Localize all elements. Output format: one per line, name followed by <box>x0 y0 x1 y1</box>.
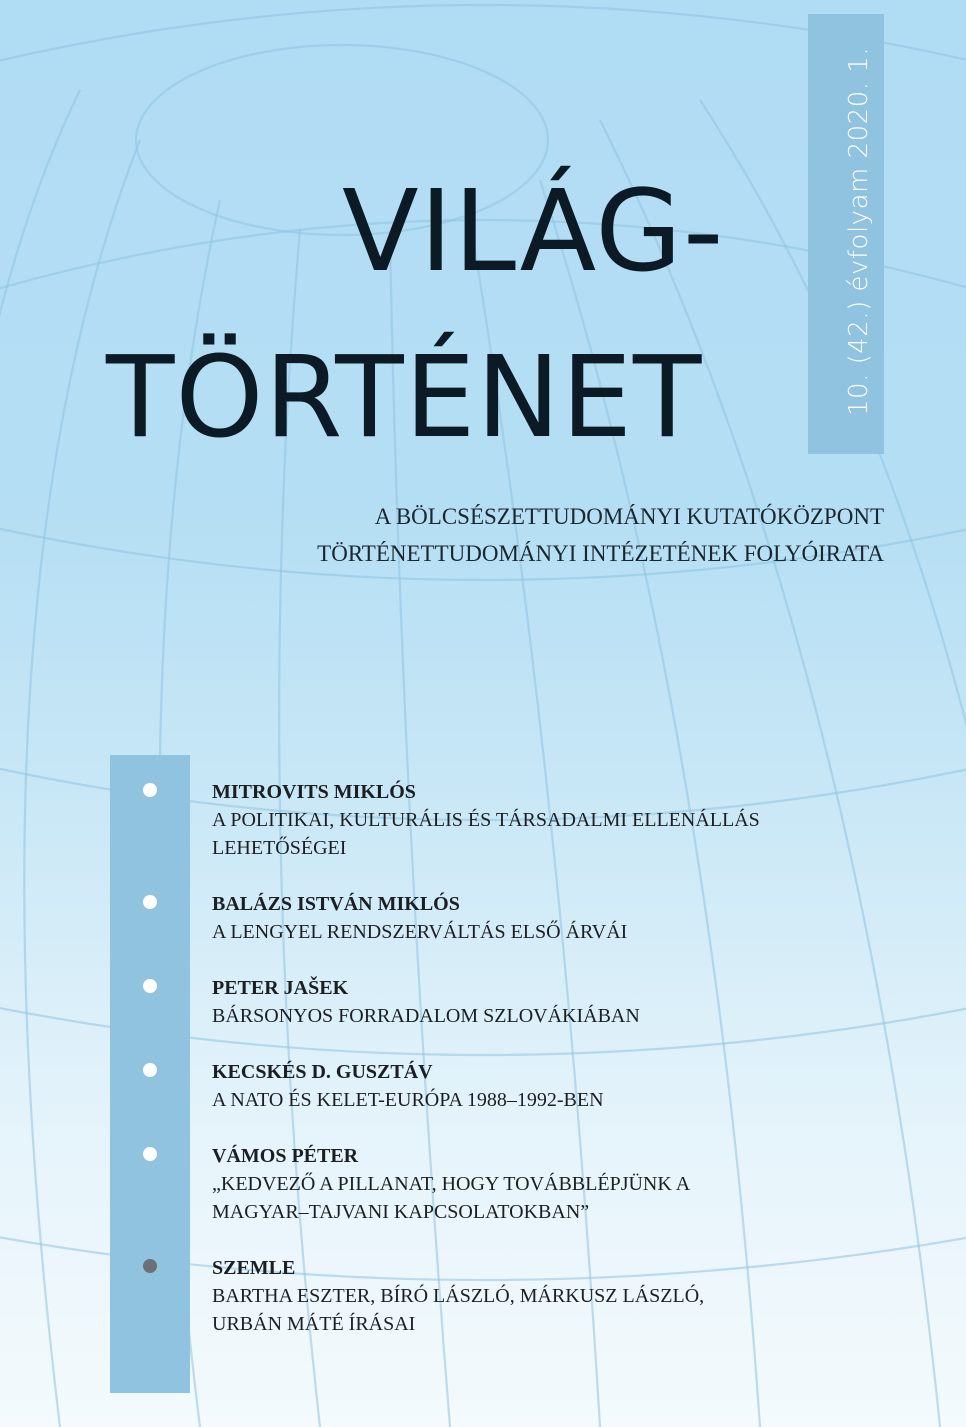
toc-author: KECSKÉS D. GUSZTÁV <box>212 1061 433 1083</box>
journal-title-line-1: VILÁG- <box>342 167 725 297</box>
toc-title-line: BARTHA ESZTER, BÍRÓ LÁSZLÓ, MÁRKUSZ LÁSZLÓ, <box>212 1285 705 1307</box>
toc-title-line: „KEDVEZŐ A PILLANAT, HOGY TOVÁBBLÉPJÜNK A <box>212 1173 691 1195</box>
toc-title-line: A LENGYEL RENDSZERVÁLTÁS ELSŐ ÁRVÁI <box>212 921 628 943</box>
toc-author: MITROVITS MIKLÓS <box>212 781 416 803</box>
toc-title-line: LEHETŐSÉGEI <box>212 837 347 859</box>
toc-title-line: MAGYAR–TAJVANI KAPCSOLATOKBAN” <box>212 1201 590 1223</box>
toc-entry <box>212 1254 772 1338</box>
toc-bullet <box>143 1063 157 1077</box>
issue-info: 10. (42.) évfolyam 2020. 1. <box>844 46 874 416</box>
toc-entry <box>212 890 772 946</box>
toc-entry <box>212 974 772 1030</box>
publisher-line-2: TÖRTÉNETTUDOMÁNYI INTÉZETÉNEK FOLYÓIRATA <box>317 541 884 566</box>
toc-bullet <box>143 783 157 797</box>
toc-bullet <box>143 1259 157 1273</box>
journal-title-line-2: TÖRTÉNET <box>106 333 703 463</box>
toc-title-line: URBÁN MÁTÉ ÍRÁSAI <box>212 1313 416 1335</box>
toc-title-line: A POLITIKAI, KULTURÁLIS ÉS TÁRSADALMI ELLENÁLLÁS <box>212 809 760 831</box>
publisher-line-1: A BÖLCSÉSZETTUDOMÁNYI KUTATÓKÖZPONT <box>374 504 884 529</box>
toc-author: VÁMOS PÉTER <box>212 1145 359 1167</box>
toc-entry <box>212 1142 772 1226</box>
toc-entry <box>212 778 772 862</box>
toc-author: PETER JAŠEK <box>212 977 349 999</box>
toc-bullet <box>143 979 157 993</box>
toc-title-line: BÁRSONYOS FORRADALOM SZLOVÁKIÁBAN <box>212 1005 640 1027</box>
toc-bullet <box>143 1147 157 1161</box>
toc-title-line: A NATO ÉS KELET-EURÓPA 1988–1992-BEN <box>212 1089 604 1111</box>
toc-bullet <box>143 895 157 909</box>
toc-entry <box>212 1058 772 1114</box>
toc-author: SZEMLE <box>212 1257 296 1279</box>
toc-author: BALÁZS ISTVÁN MIKLÓS <box>212 893 460 915</box>
